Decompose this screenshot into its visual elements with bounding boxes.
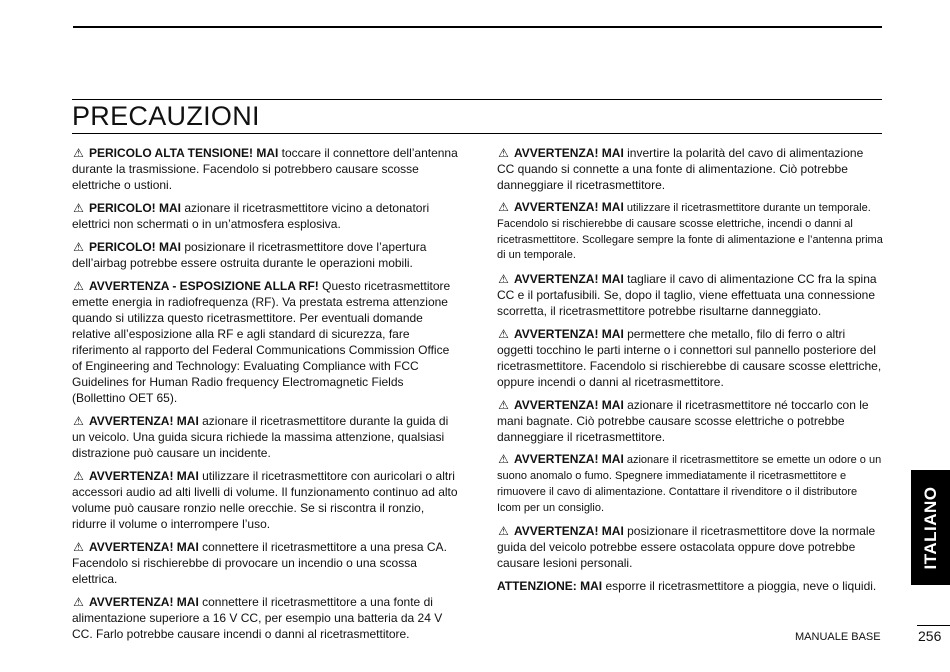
left-column <box>72 145 460 649</box>
precaution-lead: AVVERTENZA - ESPOSIZIONE ALLA RF! <box>89 279 319 293</box>
precaution-text: esporre il ricetrasmettitore a pioggia, neve o liquidi. <box>602 579 877 594</box>
precaution-text: Questo ricetrasmettitore emette energia in radiofrequenza (RF). Va prestata estrema attenzione quando si utilizza questo ricetrasmettitore. Per eventuali domande relative all’esposizione alla RF e agli standard di sicurezza, fare riferimento al rapporto del Federal Communications Commission Office of Engineering and Technology: Evaluating Compliance with FCC Guidelines for Human Radio frequency Electromagnetic Fields (Bollettino OET 65). <box>72 279 451 405</box>
precaution-item <box>72 413 460 461</box>
precaution-lead: AVVERTENZA! MAI <box>514 398 624 413</box>
precaution-item <box>72 468 460 532</box>
precaution-item <box>72 239 460 271</box>
precaution-item <box>497 145 883 193</box>
language-tab <box>911 470 950 585</box>
warning-icon: ⚠ <box>498 524 509 539</box>
precaution-item <box>497 578 883 594</box>
precaution-lead: ATTENZIONE: MAI <box>497 579 603 594</box>
precaution-item <box>72 594 460 642</box>
language-tab-label: ITALIANO <box>920 485 940 570</box>
warning-icon: ⚠ <box>73 146 84 160</box>
precaution-text: posizionare il ricetrasmettitore dove l’apertura dell’airbag potrebbe essere ostruita durante le operazioni mobili. <box>72 240 427 270</box>
precaution-item <box>72 200 460 232</box>
warning-icon: ⚠ <box>498 146 509 160</box>
precaution-text: toccare il connettore dell’antenna durante la trasmissione. Facendolo si potrebbero causare scosse elettriche o ustioni. <box>72 146 458 192</box>
precaution-text: posizionare il ricetrasmettitore dove la normale guida del veicolo potrebbe essere ostacolata oppure dove potrebbe causare lesioni personali. <box>497 524 876 571</box>
warning-icon: ⚠ <box>73 279 84 293</box>
warning-icon: ⚠ <box>73 595 84 609</box>
precaution-text: utilizzare il ricetrasmettitore con auricolari o altri accessori audio ad alti livelli di volume. Il funzionamento continuo ad alto volume può causare ronzio nelle orecchie. Se si riscontra il ronzio, ridurre il volume o interrompere l’uso. <box>72 469 458 531</box>
precaution-lead: AVVERTENZA! MAI <box>89 540 199 554</box>
warning-icon: ⚠ <box>73 414 84 428</box>
warning-icon: ⚠ <box>498 452 509 467</box>
warning-icon: ⚠ <box>498 272 509 287</box>
precaution-text: azionare il ricetrasmettitore se emette un odore o un suono anomalo o fumo. Spegnere immediatamente il ricetrasmettitore e rimuovere il cavo di alimentazione. Contattare il rivenditore o il distributore Icom per un consiglio. <box>497 454 882 514</box>
precaution-item <box>497 523 883 571</box>
footer-rule <box>917 625 950 626</box>
right-column <box>497 145 883 601</box>
precaution-text: tagliare il cavo di alimentazione CC fra la spina CC e il portafusibili. Se, dopo il taglio, viene effettuata una connessione scorretta, il ricetrasmettitore potrebbe risultarne danneggiato. <box>497 272 877 319</box>
footer-manual-label: MANUALE BASE <box>795 631 881 643</box>
precaution-item <box>72 539 460 587</box>
precaution-lead: AVVERTENZA! MAI <box>514 452 624 467</box>
precaution-text: invertire la polarità del cavo di alimentazione CC quando si connette a una fonte di alimentazione. Ciò potrebbe danneggiare il ricetrasmettitore. <box>497 146 864 192</box>
precaution-text: azionare il ricetrasmettitore né toccarlo con le mani bagnate. Ciò potrebbe causare scosse elettriche o potrebbe danneggiare il ricetrasmettitore. <box>497 398 869 445</box>
precaution-text: azionare il ricetrasmettitore vicino a detonatori elettrici non schermati o in un’atmosfera esplosiva. <box>72 201 430 231</box>
warning-icon: ⚠ <box>73 469 84 483</box>
warning-icon: ⚠ <box>73 201 84 215</box>
precaution-lead: AVVERTENZA! MAI <box>514 524 624 539</box>
precaution-item <box>72 145 460 193</box>
precaution-item <box>497 326 883 390</box>
precaution-lead: AVVERTENZA! MAI <box>514 272 624 287</box>
precaution-lead: AVVERTENZA! MAI <box>514 146 624 160</box>
top-rule <box>73 26 882 28</box>
precaution-item <box>497 200 883 264</box>
precaution-item <box>497 271 883 319</box>
precaution-lead: AVVERTENZA! MAI <box>89 414 199 428</box>
precaution-text: connettere il ricetrasmettitore a una presa CA. Facendolo si rischierebbe di provocare un incendio o una scossa elettrica. <box>72 540 447 586</box>
precaution-item <box>497 397 883 445</box>
page-title: PRECAUZIONI <box>72 99 882 134</box>
warning-icon: ⚠ <box>73 240 84 254</box>
precaution-text: utilizzare il ricetrasmettitore durante un temporale. Facendolo si rischierebbe di causare scosse elettriche, incendi o danni al ricetrasmettitore. Scollegare sempre la fonte di alimentazione e l’antenna prima di un temporale. <box>497 202 883 262</box>
precaution-item <box>497 452 883 516</box>
precaution-lead: PERICOLO! MAI <box>89 201 181 215</box>
warning-icon: ⚠ <box>73 540 84 554</box>
precaution-text: connettere il ricetrasmettitore a una fonte di alimentazione superiore a 16 V CC, per esempio una batteria da 24 V CC. Farlo potrebbe causare incendi o danni al ricetrasmettitore. <box>72 595 443 641</box>
warning-icon: ⚠ <box>498 398 509 413</box>
warning-icon: ⚠ <box>498 200 509 214</box>
precaution-lead: AVVERTENZA! MAI <box>514 327 624 342</box>
precaution-lead: AVVERTENZA! MAI <box>514 200 624 214</box>
precaution-lead: PERICOLO! MAI <box>89 240 181 254</box>
precaution-lead: AVVERTENZA! MAI <box>89 469 199 483</box>
warning-icon: ⚠ <box>498 327 509 342</box>
precaution-text: azionare il ricetrasmettitore durante la guida di un veicolo. Una guida sicura richiede la massima attenzione, qualsiasi distrazione può causare un incidente. <box>72 414 449 460</box>
precaution-item <box>72 278 460 406</box>
precaution-lead: PERICOLO ALTA TENSIONE! MAI <box>89 146 279 160</box>
precaution-text: permettere che metallo, filo di ferro o altri oggetti tocchino le parti interne o i connettori sul pannello posteriore del ricetrasmettitore. Facendolo si rischierebbe di causare scosse elettriche, oppure incendi o danni al ricetrasmettitore. <box>497 327 882 390</box>
precaution-lead: AVVERTENZA! MAI <box>89 595 199 609</box>
page-number: 256 <box>918 628 942 644</box>
